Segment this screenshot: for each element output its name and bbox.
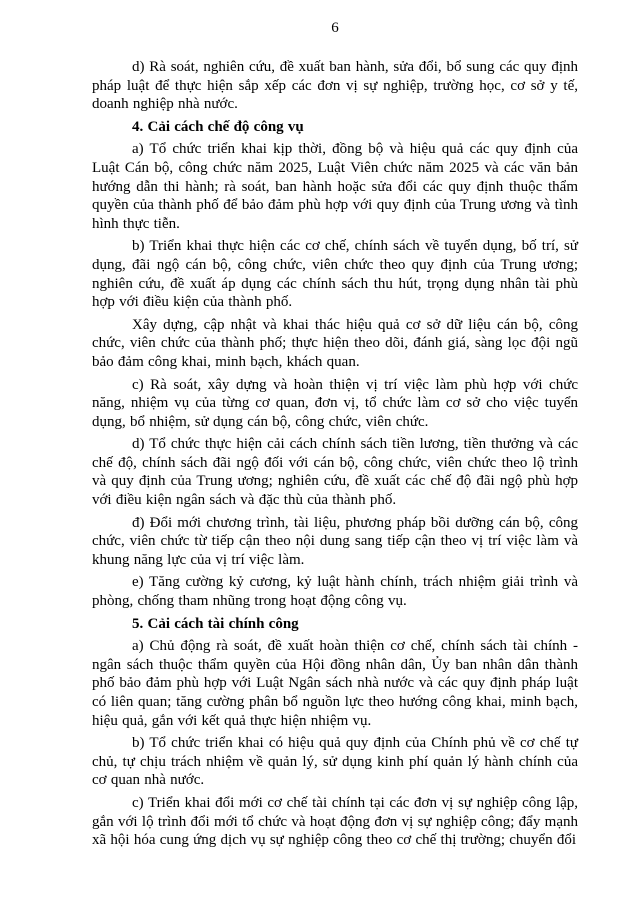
paragraph: a) Chủ động rà soát, đề xuất hoàn thiện cơ chế, chính sách tài chính - ngân sách thuộc thẩm quyền của Hội đồng nhân dân, Ủy ban nhân dân thành phố bảo đảm phù hợp với Luật Ngân sách nhà nước và các quy định pháp luật có liên quan; tăng cường phân bổ nguồn lực theo hướng công khai, minh bạch, hiệu quả, gắn với kết quả thực hiện nhiệm vụ. — [92, 638, 578, 729]
paragraph: c) Rà soát, xây dựng và hoàn thiện vị trí việc làm phù hợp với chức năng, nhiệm vụ của từng cơ quan, đơn vị, tổ chức làm cơ sở cho việc tuyển dụng, bổ nhiệm, sử dụng cán bộ, công chức, viên chức. — [92, 376, 578, 430]
paragraph: b) Triển khai thực hiện các cơ chế, chính sách về tuyển dụng, bố trí, sử dụng, đãi ngộ cán bộ, công chức, viên chức theo quy định của Trung ương; nghiên cứu, đề xuất áp dụng các chính sách thu hút, trọng dụng nhân tài phù hợp với điều kiện của thành phố. — [92, 238, 578, 311]
paragraph: e) Tăng cường kỷ cương, kỷ luật hành chính, trách nhiệm giải trình và phòng, chống tham nhũng trong hoạt động công vụ. — [92, 574, 578, 610]
document-body — [92, 58, 578, 850]
page-number: 6 — [331, 20, 339, 36]
paragraph: c) Triển khai đổi mới cơ chế tài chính tại các đơn vị sự nghiệp công lập, gắn với lộ trình đổi mới tổ chức và hoạt động đơn vị sự nghiệp công; đẩy mạnh xã hội hóa cung ứng dịch vụ sự nghiệp công theo cơ chế thị trường; chuyển đổi — [92, 794, 578, 849]
paragraph: đ) Đổi mới chương trình, tài liệu, phương pháp bồi dưỡng cán bộ, công chức, viên chức từ tiếp cận theo nội dung sang tiếp cận theo vị trí việc làm và khung năng lực của vị trí việc làm. — [92, 514, 578, 568]
paragraph: b) Tổ chức triển khai có hiệu quả quy định của Chính phủ về cơ chế tự chủ, tự chịu trách nhiệm về quản lý, sử dụng kinh phí quản lý hành chính của cơ quan nhà nước. — [92, 735, 578, 789]
paragraph: d) Tổ chức thực hiện cải cách chính sách tiền lương, tiền thưởng và các chế độ, chính sách đãi ngộ đối với cán bộ, công chức, viên chức theo lộ trình và quy định của Trung ương; nghiên cứu, đề xuất các chế độ đãi ngộ phù hợp với điều kiện ngân sách và đặc thù của thành phố. — [92, 436, 578, 509]
paragraph: d) Rà soát, nghiên cứu, đề xuất ban hành, sửa đổi, bổ sung các quy định pháp luật để thực hiện sắp xếp các đơn vị sự nghiệp, trường học, cơ sở y tế, doanh nghiệp nhà nước. — [92, 59, 578, 113]
section-heading: 4. Cải cách chế độ công vụ — [132, 118, 304, 135]
section-heading: 5. Cải cách tài chính công — [132, 615, 299, 632]
paragraph: Xây dựng, cập nhật và khai thác hiệu quả cơ sở dữ liệu cán bộ, công chức, viên chức của thành phố; thực hiện theo dõi, đánh giá, sàng lọc đội ngũ bảo đảm công khai, minh bạch, khách quan. — [92, 316, 578, 370]
paragraph: a) Tổ chức triển khai kịp thời, đồng bộ và hiệu quả các quy định của Luật Cán bộ, công chức năm 2025, Luật Viên chức năm 2025 và các văn bản hướng dẫn thi hành; rà soát, ban hành hoặc sửa đổi các quy định thuộc thẩm quyền của thành phố để bảo đảm phù hợp với quy định của Trung ương và tình hình thực tiễn. — [92, 141, 578, 232]
